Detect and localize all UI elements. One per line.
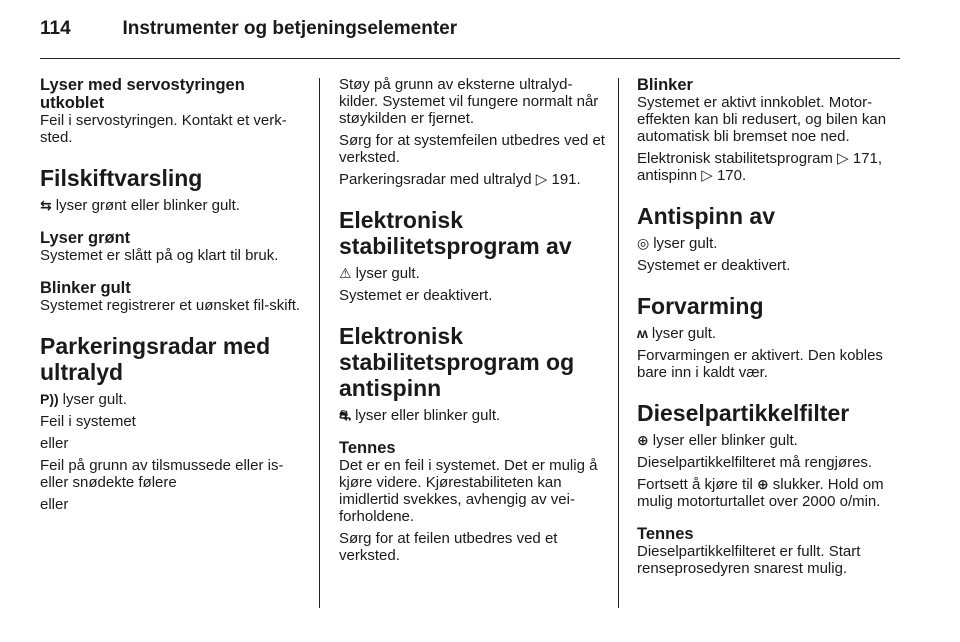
heading-dpf: Dieselpartikkelfilter [637, 400, 850, 426]
text-repair: Sørg for at feilen utbedres ved et verksted. [339, 530, 558, 564]
text-esc-ref: Elektronisk stabilitetsprogram ▷ 171, antispinn ▷ 170. [637, 150, 883, 184]
text-esc-off: ⚠ lyser gult. [339, 265, 420, 282]
park-radar-icon: P)) [40, 391, 59, 407]
dpf-icon: ⊕ [637, 432, 649, 448]
text-or-1: eller [40, 435, 69, 452]
heading-esc-off: Elektronisk stabilitetsprogram av [339, 207, 572, 259]
text-preheat-info: Forvarmingen er aktivert. Den kobles bare inn i kaldt vær. [637, 347, 883, 381]
column-2 [339, 76, 605, 569]
text-dpf-full: Dieselpartikkelfilteret er fullt. Start renseprosedyren snarest mulig. [637, 543, 861, 577]
page-header [40, 18, 457, 48]
text-lane-warning: ⇆ lyser grønt eller blinker gult. [40, 197, 240, 214]
text-or-2: eller [40, 496, 69, 513]
heading-servo: Lyser med servostyringen utkoblet [40, 76, 245, 112]
text-noise: Støy på grunn av eksterne ultralyd-kilder. Systemet vil fungere normalt når støykilden er fjernet. [339, 76, 599, 127]
column-divider-1 [319, 78, 320, 608]
header-rule [40, 58, 900, 59]
text-sensors: Feil på grunn av tilsmussede eller is- eller snødekte følere [40, 457, 284, 491]
heading-park-radar: Parkeringsradar med ultralyd [40, 333, 271, 385]
column-3 [637, 76, 903, 582]
heading-flashing: Blinker [637, 76, 693, 94]
column-1 [40, 76, 306, 518]
heading-preheat: Forvarming [637, 293, 764, 319]
heading-yellow: Blinker gult [40, 279, 131, 297]
tc-off-icon: ◎ [637, 235, 650, 251]
dpf-icon: ⊕ [757, 476, 769, 492]
heading-tc-off: Antispinn av [637, 203, 776, 229]
text-active: Systemet er aktivt innkoblet. Motor-effekten kan bli redusert, og bilen kan automatisk bli bremset noe ned. [637, 94, 887, 145]
heading-green: Lyser grønt [40, 229, 131, 247]
text-workshop: Sørg for at systemfeilen utbedres ved et verksted. [339, 132, 605, 166]
heading-lights-up: Tennes [339, 439, 396, 457]
heading-lane-warning: Filskiftvarsling [40, 165, 203, 191]
esc-off-icon: ⚠ [339, 265, 352, 281]
page-number: 114 [40, 18, 71, 39]
text-deactivated-2: Systemet er deaktivert. [637, 257, 791, 274]
text-park-fault: Feil i systemet [40, 413, 136, 430]
esc-tc-icon: ⛐ [339, 407, 352, 423]
lane-warning-icon: ⇆ [40, 197, 52, 213]
page-title: Instrumenter og betjeningselementer [122, 18, 458, 39]
text-green: Systemet er slått på og klart til bruk. [40, 247, 279, 264]
text-dpf-continue: Fortsett å kjøre til ⊕ slukker. Hold om mulig motorturtallet over 2000 o/min. [637, 476, 884, 510]
text-dpf-clean: Dieselpartikkelfilteret må rengjøres. [637, 454, 873, 471]
text-park-radar: P)) lyser gult. [40, 391, 127, 408]
text-dpf: ⊕ lyser eller blinker gult. [637, 432, 798, 449]
heading-dpf-full: Tennes [637, 525, 694, 543]
text-preheat: ʍ lyser gult. [637, 325, 717, 342]
page-ref-icon: ▷ [701, 167, 713, 184]
glow-plug-icon: ʍ [637, 325, 648, 341]
text-system-fault: Det er en feil i systemet. Det er mulig å kjøre videre. Kjørestabiliteten kan imidlertid svekkes, avhengig av vei-forholdene. [339, 457, 598, 525]
text-esc-tc: ⛐ lyser eller blinker gult. [339, 407, 501, 424]
text-deactivated-1: Systemet er deaktivert. [339, 287, 493, 304]
text-yellow: Systemet registrerer et uønsket fil-skift. [40, 297, 301, 314]
text-servo: Feil i servostyringen. Kontakt et verk-sted. [40, 112, 287, 146]
page-ref-icon: ▷ [837, 150, 849, 167]
page-ref-icon: ▷ [535, 171, 548, 188]
text-park-ref: Parkeringsradar med ultralyd ▷ 191. [339, 171, 581, 188]
heading-esc-tc: Elektronisk stabilitetsprogram og antispinn [339, 323, 575, 401]
column-divider-2 [618, 78, 619, 608]
text-tc-off: ◎ lyser gult. [637, 235, 718, 252]
